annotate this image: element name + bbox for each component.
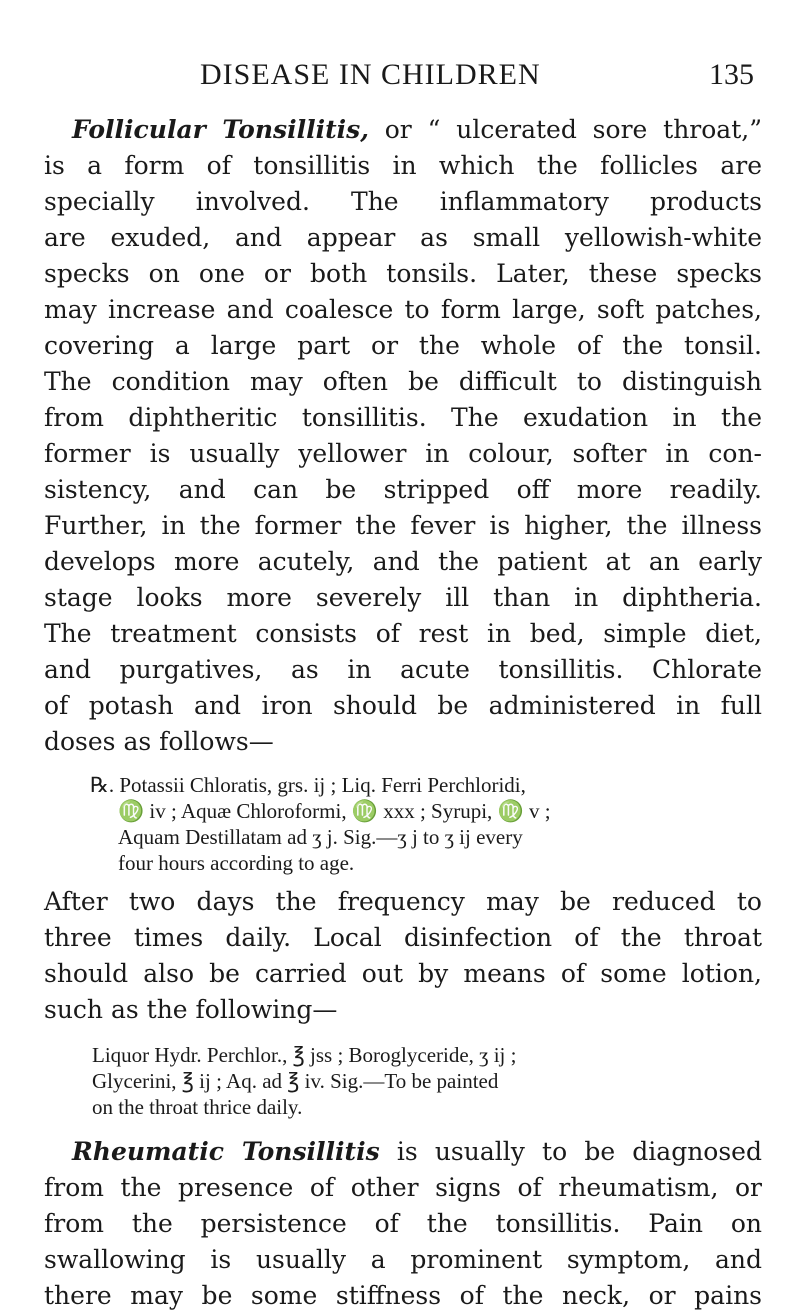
prescription-throat-lotion <box>92 1042 786 1120</box>
section-heading-rheumatic: Rheumatic Tonsillitis <box>72 1137 380 1166</box>
paragraph-line: of potash and iron should be administered in full <box>44 691 762 720</box>
paragraph-frequency <box>44 884 762 1028</box>
paragraph-line: such as the following— <box>44 995 338 1024</box>
prescription-line: Glycerini, ℥ ij ; Aq. ad ℥ iv. Sig.—To be painted <box>92 1069 499 1093</box>
paragraph-line: Follicular Tonsillitis, or “ ulcerated sore throat,” <box>72 115 762 144</box>
paragraph-line: from the presence of other signs of rheumatism, or <box>44 1173 762 1202</box>
paragraph-line: and purgatives, as in acute tonsillitis. Chlorate <box>44 655 762 684</box>
page-number: 135 <box>709 58 754 91</box>
paragraph-follicular-tonsillitis <box>44 112 762 760</box>
paragraph-line: Further, in the former the fever is higher, the illness <box>44 511 762 540</box>
prescription-line: ℞. Potassii Chloratis, grs. ij ; Liq. Ferri Perchloridi, <box>90 773 526 797</box>
section-heading-follicular: Follicular Tonsillitis, <box>72 115 369 144</box>
paragraph-line: may increase and coalesce to form large, soft patches, <box>44 295 762 324</box>
paragraph-line: doses as follows— <box>44 727 274 756</box>
paragraph-line: is a form of tonsillitis in which the follicles are <box>44 151 762 180</box>
paragraph-line: there may be some stiffness of the neck, or pains <box>44 1281 762 1310</box>
prescription-line: Aquam Destillatam ad ʒ j. Sig.—ʒ j to ʒ ij every <box>118 825 523 849</box>
paragraph-line: sistency, and can be stripped off more readily. <box>44 475 762 504</box>
paragraph-line: from diphtheritic tonsillitis. The exudation in the <box>44 403 762 432</box>
paragraph-line: specks on one or both tonsils. Later, these specks <box>44 259 762 288</box>
paragraph-line: should also be carried out by means of some lotion, <box>44 959 762 988</box>
paragraph-line: specially involved. The inflammatory products <box>44 187 762 216</box>
paragraph-line: Rheumatic Tonsillitis is usually to be diagnosed <box>72 1137 762 1166</box>
prescription-line: ♍ iv ; Aquæ Chloroformi, ♍ xxx ; Syrupi, ♍ v ; <box>118 799 551 823</box>
paragraph-line: are exuded, and appear as small yellowish-white <box>44 223 762 252</box>
paragraph-rheumatic-tonsillitis <box>44 1134 762 1314</box>
prescription-line: on the throat thrice daily. <box>92 1095 303 1119</box>
prescription-line: Liquor Hydr. Perchlor., ℥ jss ; Boroglyceride, ʒ ij ; <box>92 1043 517 1067</box>
paragraph-line: covering a large part or the whole of the tonsil. <box>44 331 762 360</box>
running-head-title: DISEASE IN CHILDREN <box>200 58 541 91</box>
prescription-potash-iron <box>72 772 766 876</box>
paragraph-line: former is usually yellower in colour, softer in con- <box>44 439 762 468</box>
paragraph-line: swallowing is usually a prominent symptom, and <box>44 1245 762 1274</box>
paragraph-line: After two days the frequency may be reduced to <box>44 887 762 916</box>
paragraph-line: stage looks more severely ill than in diphtheria. <box>44 583 762 612</box>
prescription-line: four hours according to age. <box>118 851 355 875</box>
paragraph-line: develops more acutely, and the patient at an early <box>44 547 762 576</box>
paragraph-line: The treatment consists of rest in bed, simple diet, <box>44 619 762 648</box>
paragraph-line: The condition may often be difficult to distinguish <box>44 367 762 396</box>
paragraph-line: from the persistence of the tonsillitis. Pain on <box>44 1209 762 1238</box>
paragraph-line: three times daily. Local disinfection of the throat <box>44 923 762 952</box>
